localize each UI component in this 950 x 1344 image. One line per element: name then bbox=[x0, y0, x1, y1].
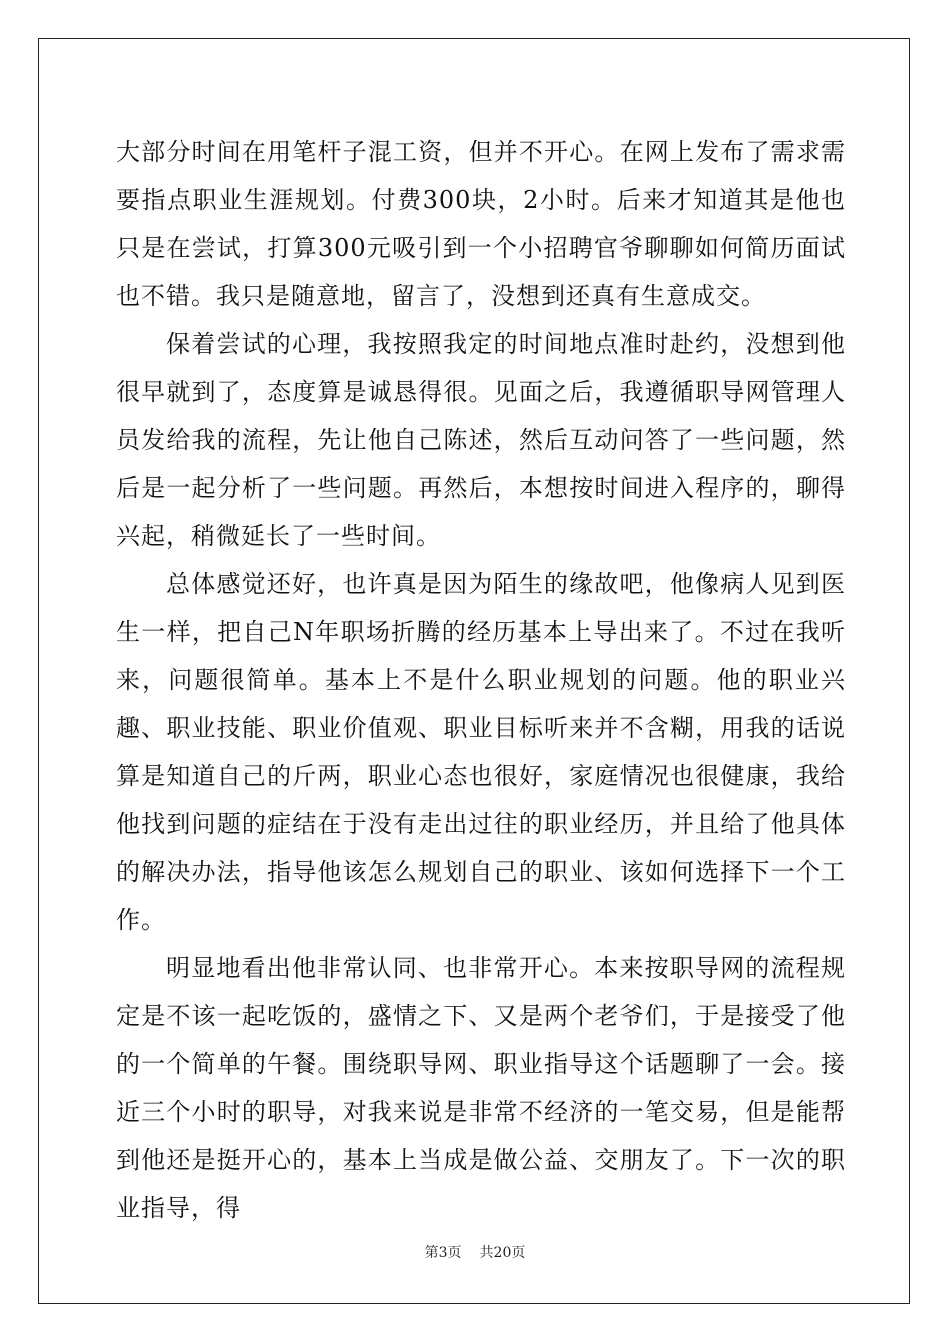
paragraph-4: 明显地看出他非常认同、也非常开心。本来按职导网的流程规定是不该一起吃饭的，盛情之下、又是两个老爷们，于是接受了他的一个简单的午餐。围绕职导网、职业指导这个话题聊了一会。接近三个小时的职导，对我来说是非常不经济的一笔交易，但是能帮到他还是挺开心的，基本上当成是做公益、交朋友了。下一次的职业指导，得 bbox=[116, 954, 846, 1222]
page-footer bbox=[0, 1243, 950, 1263]
page-total: 共20页 bbox=[479, 1245, 526, 1261]
paragraph-3: 总体感觉还好，也许真是因为陌生的缘故吧，他像病人见到医生一样，把自己N年职场折腾的经历基本上导出来了。不过在我听来，问题很简单。基本上不是什么职业规划的问题。他的职业兴趣、职业技能、职业价值观、职业目标听来并不含糊，用我的话说算是知道自己的斤两，职业心态也很好，家庭情况也很健康，我给他找到问题的症结在于没有走出过往的职业经历，并且给了他具体的解决办法，指导他该怎么规划自己的职业、该如何选择下一个工作。 bbox=[116, 570, 846, 934]
document-body bbox=[116, 128, 846, 1232]
paragraph-2: 保着尝试的心理，我按照我定的时间地点准时赴约，没想到他很早就到了，态度算是诚恳得很。见面之后，我遵循职导网管理人员发给我的流程，先让他自己陈述，然后互动问答了一些问题，然后是一起分析了一些问题。再然后，本想按时间进入程序的，聊得兴起，稍微延长了一些时间。 bbox=[116, 330, 846, 550]
page-number: 第3页 bbox=[424, 1245, 462, 1261]
paragraph-1: 大部分时间在用笔杆子混工资，但并不开心。在网上发布了需求需要指点职业生涯规划。付费300块，2小时。后来才知道其是他也只是在尝试，打算300元吸引到一个小招聘官爷聊聊如何简历面试也不错。我只是随意地，留言了，没想到还真有生意成交。 bbox=[116, 138, 846, 310]
